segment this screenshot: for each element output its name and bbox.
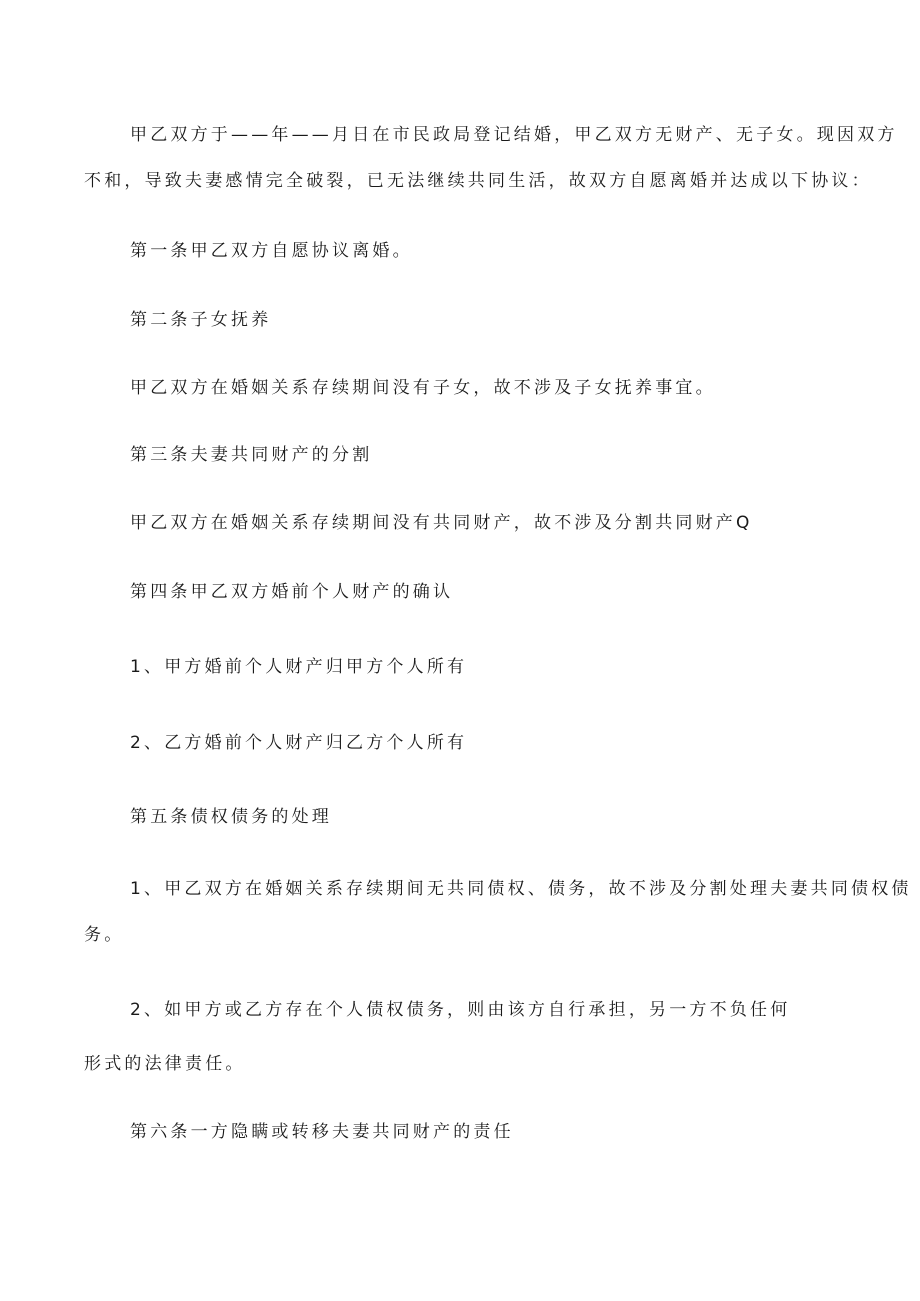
article-5-item-2: 2、如甲方或乙方存在个人债权债务，则由该方自行承担，另一方不负任何	[130, 1000, 791, 1020]
article-4-item-2: 2、乙方婚前个人财产归乙方个人所有	[130, 733, 468, 753]
article-3-heading: 第三条夫妻共同财产的分割	[130, 445, 373, 465]
article-5-item-1-cont: 务。	[84, 925, 125, 945]
intro-line-1: 甲乙双方于——年——月日在市民政局登记结婚，甲乙双方无财产、无子女。现因双方	[130, 125, 898, 145]
article-2-body: 甲乙双方在婚姻关系存续期间没有子女，故不涉及子女抚养事宜。	[130, 378, 716, 398]
article-2-heading: 第二条子女抚养	[130, 310, 272, 330]
article-3-body: 甲乙双方在婚姻关系存续期间没有共同财产，故不涉及分割共同财产Q	[130, 513, 753, 533]
article-5-item-2-cont: 形式的法律责任。	[84, 1054, 246, 1074]
article-6-heading: 第六条一方隐瞒或转移夫妻共同财产的责任	[130, 1122, 514, 1142]
article-4-item-1: 1、甲方婚前个人财产归甲方个人所有	[130, 657, 468, 677]
intro-line-2: 不和，导致夫妻感情完全破裂，已无法继续共同生活，故双方自愿离婚并达成以下协议：	[84, 171, 872, 191]
article-4-heading: 第四条甲乙双方婚前个人财产的确认	[130, 582, 454, 602]
article-1: 第一条甲乙双方自愿协议离婚。	[130, 241, 413, 261]
article-5-heading: 第五条债权债务的处理	[130, 807, 332, 827]
article-5-item-1: 1、甲乙双方在婚姻关系存续期间无共同债权、债务，故不涉及分割处理夫妻共同债权债	[130, 879, 912, 899]
